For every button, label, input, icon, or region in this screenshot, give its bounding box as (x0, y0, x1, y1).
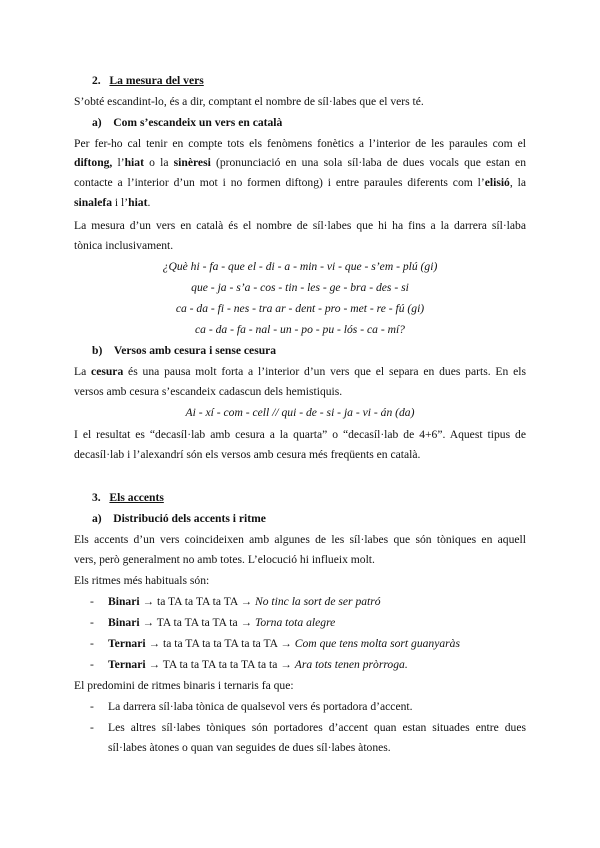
rule-item-line1: Les altres síl·labes tòniques són portadores d’accent quan estan situades entre dues (108, 721, 526, 734)
predomini-text: El predomini de ritmes binaris i ternaris fa que: (74, 679, 294, 692)
term-sineresi: sinèresi (173, 156, 211, 169)
section-2-intro: S’obté escandint-lo, és a dir, comptant el nombre de síl·labes que el vers té. (74, 95, 424, 108)
term-hiat: hiat (124, 156, 144, 169)
rhythm-item (108, 593, 381, 611)
subsection-2a-label: a) (92, 116, 102, 129)
term-cesura: cesura (91, 365, 124, 378)
paragraph-2a-line2 (74, 154, 526, 172)
rhythm-name: Ternari (108, 637, 146, 650)
term-elisio: elisió (484, 176, 510, 189)
paragraph-3a-line1: Els accents d’un vers coincideixen amb algunes de les síl·labes que són tòniques en aquell (74, 533, 526, 546)
bullet-dash: - (90, 700, 94, 713)
paragraph-2a-line1: Per fer-ho cal tenir en compte tots els fenòmens fonètics a l’interior de les paraules com el (74, 137, 526, 150)
verse-example-1: ¿Què hi - fa - que el - di - a - min - vi - que - s’em - plú (gi) (162, 260, 438, 273)
rhythm-example: No tinc la sort de ser patró (254, 595, 381, 608)
text-fragment: contacte a l’interior d’un mot i no formen diftong) i entre paraules diferents com l’ (74, 176, 485, 189)
paragraph-2b-line2: versos amb cesura s’escandeix cadascun dels hemistiquis. (74, 385, 343, 398)
subsection-2b-label: b) (92, 344, 103, 357)
verse-example-4: ca - da - fa - nal - un - po - pu - lós - ca - mí? (195, 323, 405, 336)
subsection-3a-title: Distribució dels accents i ritme (113, 512, 266, 525)
bullet-dash: - (90, 637, 94, 650)
term-diftong: diftong, (74, 156, 113, 169)
text-fragment: , la (509, 176, 526, 189)
rhythm-example: Torna tota alegre (254, 616, 336, 629)
rhythm-pattern: → ta ta TA ta ta TA ta ta TA → (145, 637, 295, 650)
paragraph-2a-p2-line1: La mesura d’un vers en català és el nombre de síl·labes que hi ha fins a la darrera síl·laba (74, 219, 526, 232)
text-fragment: l’ (112, 156, 125, 169)
subsection-2b-heading (92, 342, 544, 360)
subsection-2a-title: Com s’escandeix un vers en català (113, 116, 283, 129)
rhythm-item (108, 656, 408, 674)
rhythms-intro: Els ritmes més habituals són: (74, 574, 210, 587)
paragraph-2b-line1 (74, 363, 526, 381)
section-2-number: 2. (92, 74, 101, 87)
rule-item: La darrera síl·laba tònica de qualsevol vers és portadora d’accent. (108, 700, 413, 713)
rhythm-item (108, 614, 335, 632)
rhythm-name: Binari (108, 595, 140, 608)
bullet-dash: - (90, 595, 94, 608)
paragraph-2a-p2-line2: tònica inclusivament. (74, 239, 174, 252)
paragraph-2a-line3 (74, 174, 526, 192)
section-2-title: La mesura del vers (109, 74, 204, 87)
rhythm-pattern: → TA ta ta TA ta ta TA ta ta → (145, 658, 295, 671)
text-fragment: és una pausa molt forta a l’interior d’un vers que el separa en dues parts. En els (123, 365, 526, 378)
section-3-heading (92, 489, 544, 507)
paragraph-2b-p2-line2: decasíl·lab i l’alexandrí són els versos amb cesura més freqüents en català. (74, 448, 421, 461)
text-fragment: . (147, 196, 151, 209)
text-fragment: (pronunciació en una sola síl·laba de dues vocals que estan en (210, 156, 526, 169)
text-fragment: i l’ (112, 196, 129, 209)
paragraph-2b-p2-line1: I el resultat es “decasíl·lab amb cesura a la quarta” o “decasíl·lab de 4+6”. Aquest tipus de (74, 428, 526, 441)
bullet-dash: - (90, 658, 94, 671)
subsection-2b-title: Versos amb cesura i sense cesura (113, 344, 277, 357)
verse-example-2: que - ja - s’a - cos - tin - les - ge - bra - des - si (191, 281, 409, 294)
section-3-title: Els accents (109, 491, 164, 504)
rhythm-name: Ternari (108, 658, 146, 671)
text-fragment: La (74, 365, 92, 378)
rhythm-name: Binari (108, 616, 140, 629)
rule-item-line2: síl·labes àtones o quan van seguides de dues síl·labes àtones. (108, 741, 391, 754)
rhythm-pattern: → TA ta TA ta TA ta → (139, 616, 255, 629)
rhythm-item (108, 635, 460, 653)
term-sinalefa: sinalefa (74, 196, 113, 209)
rhythm-example: Com que tens molta sort guanyaràs (294, 637, 460, 650)
bullet-dash: - (90, 721, 94, 734)
term-hiat-2: hiat (128, 196, 148, 209)
paragraph-2a-line4 (74, 194, 526, 212)
verse-example-cesura: Ai - xí - com - cell // qui - de - si - ja - vi - án (da) (185, 406, 415, 419)
subsection-3a-heading (92, 510, 544, 528)
bullet-dash: - (90, 616, 94, 629)
rhythm-pattern: → ta TA ta TA ta TA → (139, 595, 255, 608)
paragraph-3a-line2: vers, però generalment no amb totes. L’elocució hi influeix molt. (74, 553, 375, 566)
section-3-number: 3. (92, 491, 101, 504)
section-2-heading (92, 72, 544, 90)
text-fragment: o la (143, 156, 174, 169)
rhythm-example: Ara tots tenen pròrroga. (294, 658, 408, 671)
subsection-2a-heading (92, 114, 544, 132)
subsection-3a-label: a) (92, 512, 102, 525)
verse-example-3: ca - da - fi - nes - tra ar - dent - pro - met - re - fú (gi) (175, 302, 425, 315)
